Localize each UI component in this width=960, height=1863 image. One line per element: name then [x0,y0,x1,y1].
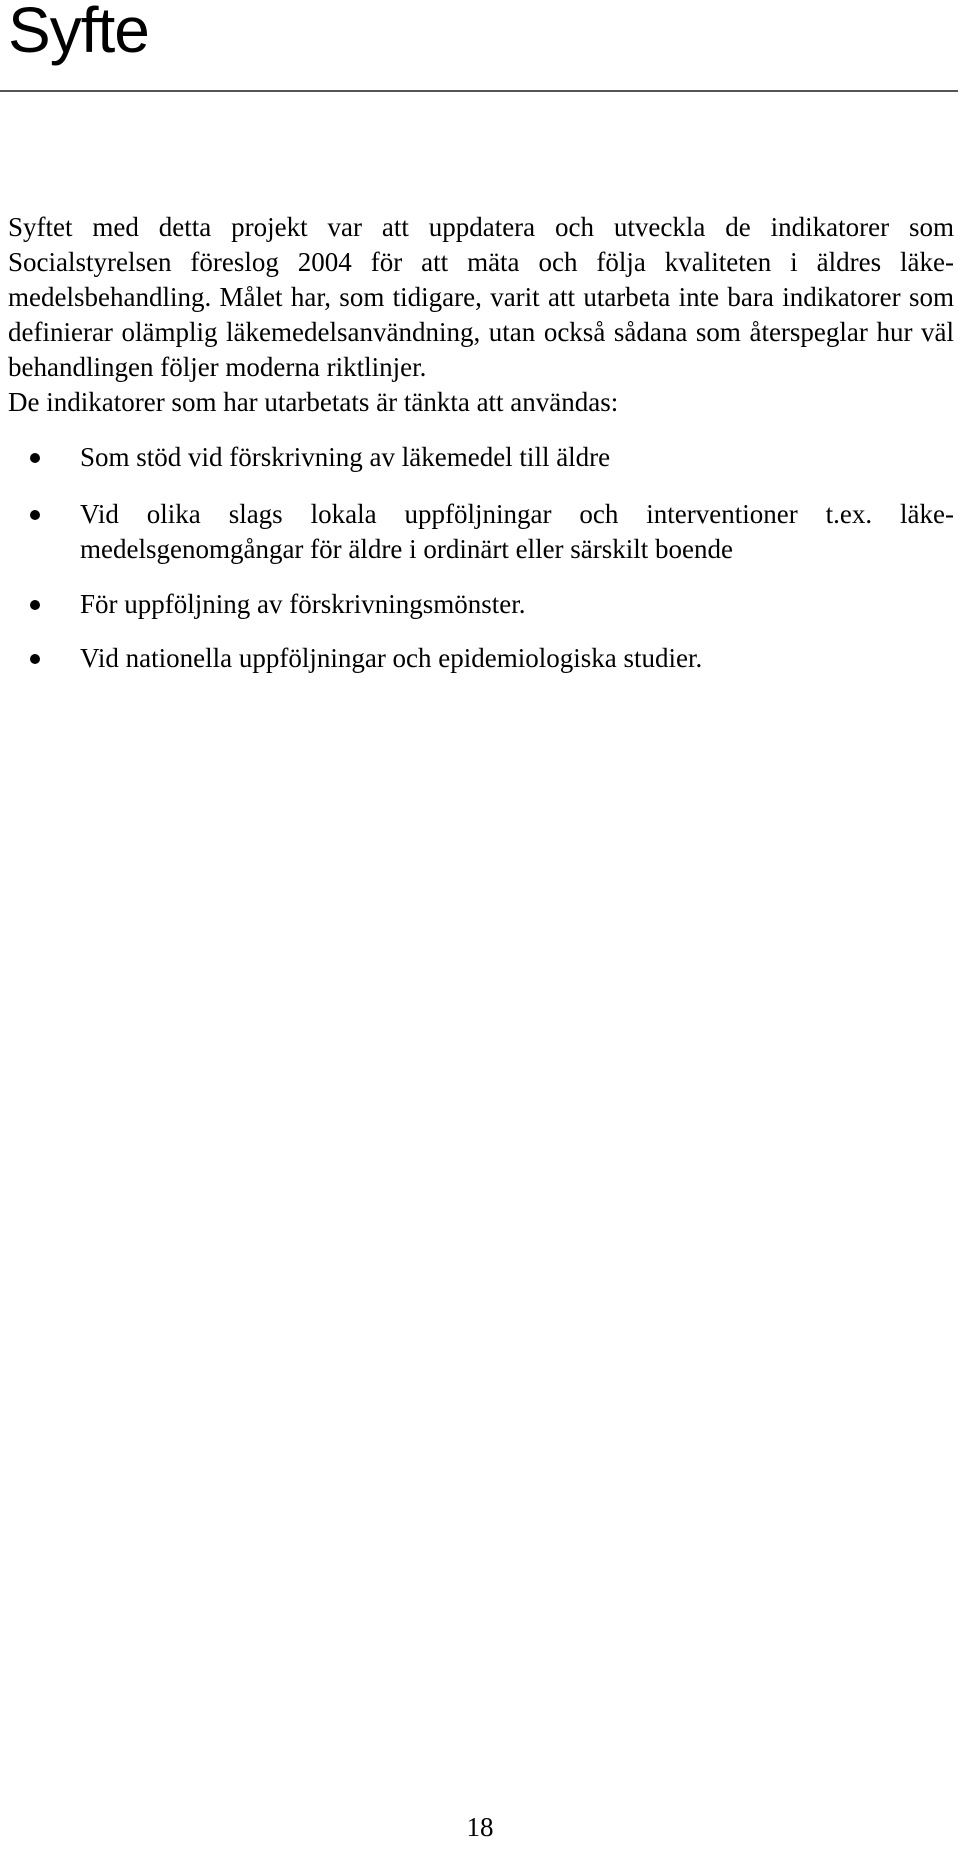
bullet-icon [30,600,40,610]
list-item [8,641,954,676]
list-item [8,587,954,622]
usage-intro-paragraph: De indikatorer som har utarbetats är tänkta att användas: [8,387,619,417]
bullet-icon [30,510,40,520]
page-number: 18 [466,1812,494,1842]
list-item-text: För uppföljning av förskrivningsmönster. [80,589,526,619]
list-item [8,497,954,567]
bullet-icon [30,654,40,664]
list-item-text: Vid olika slags lokala uppföljningar och interventioner t.ex. läkemedelsgenomgångar för äldre i ordinärt eller särskilt boende [80,499,954,564]
bullet-icon [30,453,40,463]
list-item-text: Som stöd vid förskrivning av läkemedel till äldre [80,442,611,472]
list-item [8,440,954,475]
intro-paragraph: Syftet med detta projekt var att uppdatera och utveckla de indikatorer som Socialstyrelsen föreslog 2004 för att mäta och följa kvaliteten i äldres läkemedelsbehandling. Målet har, som tidigare, varit att utarbeta inte bara indikatorer som definierar olämplig läkemedelsanvändning, utan också sådana som återspeglar hur väl behandlingen följer moderna riktlinjer. [8,212,954,382]
title-divider [0,90,958,92]
list-item-text: Vid nationella uppföljningar och epidemiologiska studier. [80,643,703,673]
body-text [8,210,954,676]
usage-list [8,440,954,676]
page-title: Syfte [8,0,149,66]
